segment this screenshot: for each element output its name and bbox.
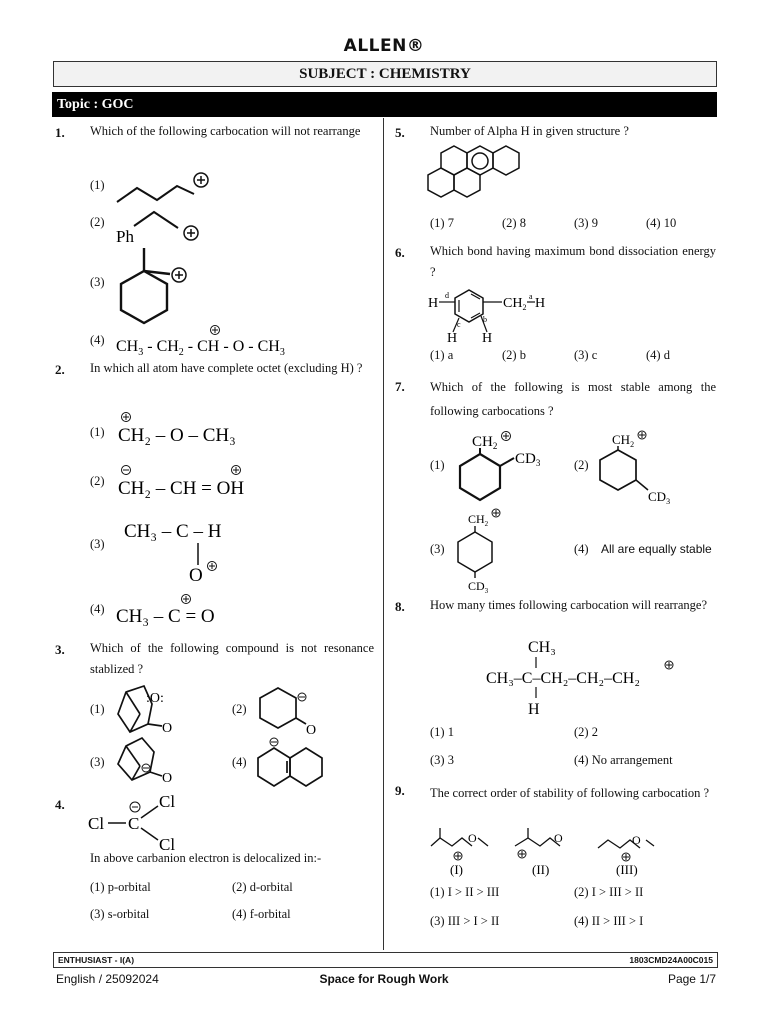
q2-opt2-structure: [112, 460, 282, 500]
footer-language-date: English / 25092024: [56, 972, 159, 986]
q5-number: 5.: [395, 125, 405, 140]
q3-opt1-structure: [112, 682, 187, 740]
svg-text:Cl: Cl: [159, 835, 176, 852]
q9-opt1: (1) I > II > III: [430, 885, 500, 899]
q1-opt2-label: (2): [90, 215, 105, 229]
footer-page-number: Page 1/7: [667, 972, 716, 986]
subject-header: SUBJECT : CHEMISTRY: [53, 61, 717, 87]
q9-structure-2: [510, 826, 590, 878]
q7-opt2-label: (2): [574, 458, 589, 472]
q7-opt3-structure: [450, 506, 520, 594]
footer-info-box: [53, 952, 718, 968]
q2-opt4-structure: [112, 590, 252, 628]
q6-opt2: (2) b: [502, 348, 526, 362]
svg-text:(II): (II): [532, 862, 550, 877]
q1-opt3-label: (3): [90, 275, 105, 289]
svg-text::O:: :O:: [146, 691, 164, 706]
svg-text:O: O: [306, 723, 317, 738]
q1-opt4-structure: [112, 322, 327, 358]
svg-text:a: a: [529, 292, 533, 301]
q8-opt4: (4) No arrangement: [574, 753, 673, 767]
q7-opt3-label: (3): [430, 542, 445, 556]
svg-text:CH2: $CH_2$: [472, 434, 498, 451]
q6-text: Which bond having maximum bond dissociation energy ?: [430, 244, 716, 279]
topic-bar: Topic : GOC: [52, 92, 717, 117]
svg-text:O: O: [554, 831, 563, 845]
svg-text:H: H: [447, 331, 458, 346]
q3-opt2-structure: [254, 682, 329, 740]
q2-opt3-structure: [112, 510, 262, 588]
q1-opt1-label: (1): [90, 178, 105, 192]
q5-structure: [424, 142, 536, 212]
q8-number: 8.: [395, 599, 405, 614]
q5-opt3: (3) 9: [574, 216, 598, 230]
q4-opt2: (2) d-orbital: [232, 880, 293, 894]
q3-opt1-label: (1): [90, 702, 105, 716]
svg-text:CD3: $CD_3$: [648, 489, 671, 506]
q2-opt2-label: (2): [90, 474, 105, 488]
q2-opt4-label: (4): [90, 602, 105, 616]
q8-opt2: (2) 2: [574, 725, 598, 739]
svg-text:CH₃: CH₃: [528, 639, 556, 656]
q7-opt2-structure: [594, 428, 684, 508]
svg-text:CH2: $CH_2$: [503, 296, 527, 312]
svg-text:CD3: $CD_3$: [468, 579, 489, 594]
svg-text:CH₃–C–CH₂–CH₂–CH₂: CH₃–C–CH₂–CH₂–CH₂: [486, 670, 640, 687]
q3-opt2-label: (2): [232, 702, 247, 716]
svg-text:Cl: Cl: [88, 814, 105, 833]
q6-opt3: (3) c: [574, 348, 598, 362]
svg-text:H: H: [535, 296, 546, 311]
q3-opt4-label: (4): [232, 755, 247, 769]
svg-text:H: H: [528, 701, 540, 718]
q9-structure-3: [594, 826, 674, 878]
allen-logo: ALLEN®: [343, 36, 425, 56]
svg-text:CH₂ – O – CH₃: CH₂ – O – CH₃: [118, 425, 236, 446]
q6-opt1: (1) a: [430, 348, 454, 362]
q2-text: In which all atom have complete octet (excluding H) ?: [90, 361, 363, 375]
q8-text: How many times following carbocation will rearrange?: [430, 598, 707, 612]
q7-opt4-label: (4): [574, 542, 589, 556]
q4-opt1: (1) p-orbital: [90, 880, 151, 894]
footer-course: ENTHUSIAST - I(A): [58, 955, 135, 965]
svg-text:O: O: [162, 771, 173, 786]
q1-number: 1.: [55, 125, 65, 140]
svg-text:H: H: [482, 331, 493, 346]
q2-number: 2.: [55, 362, 65, 377]
svg-text:O: O: [162, 721, 173, 736]
svg-text:O: O: [468, 831, 477, 845]
q3-opt4-structure: [254, 734, 334, 790]
svg-text:H: H: [428, 296, 439, 311]
q5-opt2: (2) 8: [502, 216, 526, 230]
q8-opt3: (3) 3: [430, 753, 454, 767]
svg-text:d: d: [445, 291, 449, 300]
svg-text:CH2: $CH_2$: [468, 512, 489, 528]
svg-text:CD3: $CD_3$: [515, 451, 541, 468]
q7-opt1-label: (1): [430, 458, 445, 472]
q9-text: The correct order of stability of following carbocation ?: [430, 786, 710, 800]
footer-rough-work: Space for Rough Work: [319, 972, 449, 986]
q2-opt1-structure: [112, 408, 272, 448]
q9-number: 9.: [395, 783, 405, 798]
q3-opt3-structure: [112, 734, 187, 792]
q3-number: 3.: [55, 642, 65, 657]
q9-opt3: (3) III > I > II: [430, 914, 500, 928]
q5-text: Number of Alpha H in given structure ?: [430, 124, 629, 138]
q7-text: Which of the following is most stable among the following carbocations ?: [430, 380, 716, 418]
svg-text:CH₃ – C = O: CH₃ – C = O: [116, 606, 215, 627]
q9-opt4: (4) II > III > I: [574, 914, 644, 928]
q3-text: Which of the following compound is not resonance stablized ?: [90, 641, 374, 676]
ph-label: Ph: [116, 227, 134, 246]
svg-text:(I): (I): [450, 862, 463, 877]
q4-text: In above carbanion electron is delocalized in:-: [90, 851, 322, 865]
q6-structure: [425, 282, 565, 346]
svg-text:CH3 - CH2 - CH - O - CH3: $CH_3 - CH_2$ - CH - O - $CH_3$: [116, 338, 285, 358]
q6-number: 6.: [395, 245, 405, 260]
q3-opt3-label: (3): [90, 755, 105, 769]
svg-text:CH₂ – CH = OH: CH₂ – CH = OH: [118, 478, 245, 499]
q9-opt2: (2) I > III > II: [574, 885, 644, 899]
q1-opt3-structure: [112, 243, 197, 328]
q6-opt4: (4) d: [646, 348, 670, 362]
svg-text:CH₃ – C – H: CH₃ – C – H: [124, 521, 222, 542]
svg-text:c: c: [457, 320, 461, 329]
q7-opt4-text: All are equally stable: [601, 542, 712, 556]
column-divider: [383, 118, 384, 950]
q5-opt4: (4) 10: [646, 216, 677, 230]
svg-text:CH2: $CH_2$: [612, 432, 635, 449]
q5-opt1: (1) 7: [430, 216, 454, 230]
q9-structure-1: [428, 826, 508, 878]
q4-structure: [86, 788, 196, 852]
q1-opt1-structure: [112, 168, 217, 208]
q2-opt3-label: (3): [90, 537, 105, 551]
svg-text:b: b: [483, 315, 487, 324]
q4-opt4: (4) f-orbital: [232, 907, 291, 921]
q1-opt4-label: (4): [90, 333, 105, 347]
q4-opt3: (3) s-orbital: [90, 907, 150, 921]
svg-text:Cl: Cl: [159, 792, 176, 811]
svg-text:(III): (III): [616, 862, 638, 877]
q7-number: 7.: [395, 379, 405, 394]
svg-text:O: O: [632, 833, 641, 847]
svg-text:O: O: [189, 565, 203, 586]
svg-text:C: C: [128, 814, 140, 833]
q8-opt1: (1) 1: [430, 725, 454, 739]
footer-code: 1803CMD24A00C015: [629, 955, 713, 965]
q4-number: 4.: [55, 797, 65, 812]
q8-structure: [482, 634, 682, 720]
q7-opt1-structure: [452, 428, 552, 508]
q2-opt1-label: (1): [90, 425, 105, 439]
q1-text: Which of the following carbocation will not rearrange: [90, 124, 361, 138]
